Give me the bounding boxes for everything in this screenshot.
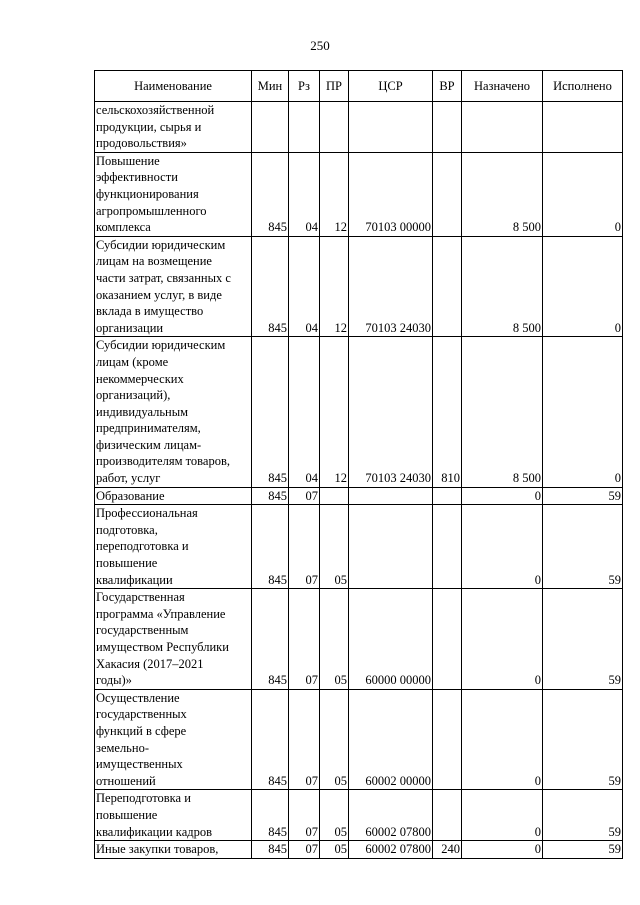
name-line: Государственная [96, 590, 185, 605]
min-cell: 845 [252, 589, 289, 690]
header-pr: ПР [320, 71, 349, 102]
executed-cell: 0 [543, 236, 623, 337]
name-line: комплекса [96, 220, 151, 235]
rz-cell: 07 [289, 790, 320, 841]
csr-cell [349, 505, 433, 589]
name-line: лицам (кроме [96, 354, 169, 369]
header-vr: ВР [433, 71, 462, 102]
rz-cell: 04 [289, 337, 320, 487]
min-cell: 845 [252, 152, 289, 236]
executed-cell: 59 [543, 689, 623, 790]
name-line: производителям товаров, [96, 454, 230, 469]
name-line: программа «Управление [96, 606, 226, 621]
header-row [95, 71, 623, 102]
name-line: Профессиональная [96, 506, 198, 521]
min-cell: 845 [252, 487, 289, 505]
name-line: организации [96, 320, 164, 335]
table-body [95, 102, 623, 859]
name-line: некоммерческих [96, 371, 184, 386]
name-cell [95, 337, 252, 487]
csr-cell: 60002 07800 [349, 841, 433, 859]
assigned-cell: 0 [462, 841, 543, 859]
rz-cell [289, 102, 320, 153]
rz-cell: 07 [289, 841, 320, 859]
assigned-cell: 8 500 [462, 337, 543, 487]
name-line: лицам на возмещение [96, 254, 212, 269]
vr-cell [433, 790, 462, 841]
name-line: государственным [96, 623, 189, 638]
name-line: подготовка, [96, 522, 158, 537]
name-line: работ, услуг [96, 471, 161, 486]
table-row [95, 236, 623, 337]
rz-cell: 04 [289, 152, 320, 236]
table-row [95, 841, 623, 859]
table-row [95, 589, 623, 690]
executed-cell [543, 102, 623, 153]
csr-cell [349, 487, 433, 505]
page-number: 250 [310, 38, 330, 53]
pr-cell: 12 [320, 152, 349, 236]
pr-cell [320, 102, 349, 153]
name-line: имуществом Республики [96, 640, 229, 654]
csr-cell: 70103 00000 [349, 152, 433, 236]
name-line: части затрат, связанных с [96, 270, 231, 285]
table-row [95, 790, 623, 841]
name-line: предпринимателям, [96, 421, 201, 436]
name-line: физическим лицам- [96, 437, 202, 452]
csr-cell [349, 102, 433, 153]
csr-cell: 60000 00000 [349, 589, 433, 690]
vr-cell [433, 152, 462, 236]
header-executed: Исполнено [543, 71, 623, 102]
name-line: эффективности [96, 170, 178, 185]
executed-cell: 0 [543, 337, 623, 487]
min-cell: 845 [252, 337, 289, 487]
name-cell [95, 152, 252, 236]
name-line: вклада в имущество [96, 304, 204, 319]
name-line: Субсидии юридическим [96, 338, 226, 353]
table-header [95, 71, 623, 102]
name-line: агропромышленного [96, 203, 207, 218]
name-cell [95, 236, 252, 337]
name-line: переподготовка и [96, 539, 189, 554]
table-row [95, 337, 623, 487]
name-line: Образование [96, 488, 165, 503]
name-line: сельскохозяйственной [96, 103, 215, 117]
table-row [95, 505, 623, 589]
name-line: отношений [96, 773, 156, 788]
vr-cell [433, 236, 462, 337]
name-cell [95, 790, 252, 841]
min-cell [252, 102, 289, 153]
name-line: индивидуальным [96, 404, 189, 419]
name-cell [95, 505, 252, 589]
header-name: Наименование [95, 71, 252, 102]
min-cell: 845 [252, 841, 289, 859]
vr-cell [433, 487, 462, 505]
pr-cell: 05 [320, 689, 349, 790]
name-cell [95, 689, 252, 790]
min-cell: 845 [252, 790, 289, 841]
name-line: Хакасия (2017–2021 [96, 656, 204, 671]
name-line: повышение [96, 556, 158, 571]
header-csr: ЦСР [349, 71, 433, 102]
vr-cell [433, 505, 462, 589]
table-row [95, 487, 623, 505]
assigned-cell: 0 [462, 790, 543, 841]
min-cell: 845 [252, 505, 289, 589]
rz-cell: 07 [289, 487, 320, 505]
name-cell [95, 102, 252, 153]
budget-table [94, 70, 623, 859]
header-assigned: Назначено [462, 71, 543, 102]
rz-cell: 07 [289, 689, 320, 790]
name-line: повышение [96, 807, 158, 822]
min-cell: 845 [252, 236, 289, 337]
name-line: Субсидии юридическим [96, 237, 226, 252]
name-line: функционирования [96, 186, 199, 201]
table-row [95, 102, 623, 153]
name-line: Повышение [96, 153, 160, 168]
name-cell [95, 841, 252, 859]
executed-cell: 59 [543, 589, 623, 690]
executed-cell: 0 [543, 152, 623, 236]
assigned-cell: 0 [462, 487, 543, 505]
header-rz: Рз [289, 71, 320, 102]
csr-cell: 70103 24030 [349, 337, 433, 487]
pr-cell [320, 487, 349, 505]
name-line: годы)» [96, 673, 132, 688]
vr-cell [433, 102, 462, 153]
rz-cell: 07 [289, 589, 320, 690]
name-line: земельно- [96, 740, 149, 755]
table-row [95, 689, 623, 790]
executed-cell: 59 [543, 505, 623, 589]
name-line: продовольствия» [96, 136, 187, 151]
executed-cell: 59 [543, 841, 623, 859]
assigned-cell: 8 500 [462, 152, 543, 236]
name-cell [95, 589, 252, 690]
assigned-cell: 0 [462, 505, 543, 589]
pr-cell: 05 [320, 841, 349, 859]
csr-cell: 70103 24030 [349, 236, 433, 337]
pr-cell: 05 [320, 505, 349, 589]
rz-cell: 07 [289, 505, 320, 589]
vr-cell: 810 [433, 337, 462, 487]
csr-cell: 60002 00000 [349, 689, 433, 790]
rz-cell: 04 [289, 236, 320, 337]
executed-cell: 59 [543, 790, 623, 841]
name-line: имущественных [96, 757, 183, 772]
pr-cell: 12 [320, 337, 349, 487]
min-cell: 845 [252, 689, 289, 790]
csr-cell: 60002 07800 [349, 790, 433, 841]
name-line: Осуществление [96, 690, 180, 705]
name-line: Переподготовка и [96, 791, 191, 806]
header-min: Мин [252, 71, 289, 102]
name-line: Иные закупки товаров, [96, 842, 219, 857]
vr-cell [433, 589, 462, 690]
assigned-cell: 0 [462, 589, 543, 690]
name-line: функций в сфере [96, 723, 187, 738]
executed-cell: 59 [543, 487, 623, 505]
pr-cell: 12 [320, 236, 349, 337]
pr-cell: 05 [320, 790, 349, 841]
name-cell [95, 487, 252, 505]
vr-cell [433, 689, 462, 790]
assigned-cell: 8 500 [462, 236, 543, 337]
table-row [95, 152, 623, 236]
vr-cell: 240 [433, 841, 462, 859]
pr-cell: 05 [320, 589, 349, 690]
name-line: квалификации кадров [96, 824, 213, 839]
name-line: государственных [96, 707, 187, 722]
name-line: квалификации [96, 572, 173, 587]
assigned-cell [462, 102, 543, 153]
assigned-cell: 0 [462, 689, 543, 790]
name-line: организаций), [96, 388, 171, 403]
name-line: продукции, сырья и [96, 119, 202, 134]
name-line: оказанием услуг, в виде [96, 287, 222, 302]
